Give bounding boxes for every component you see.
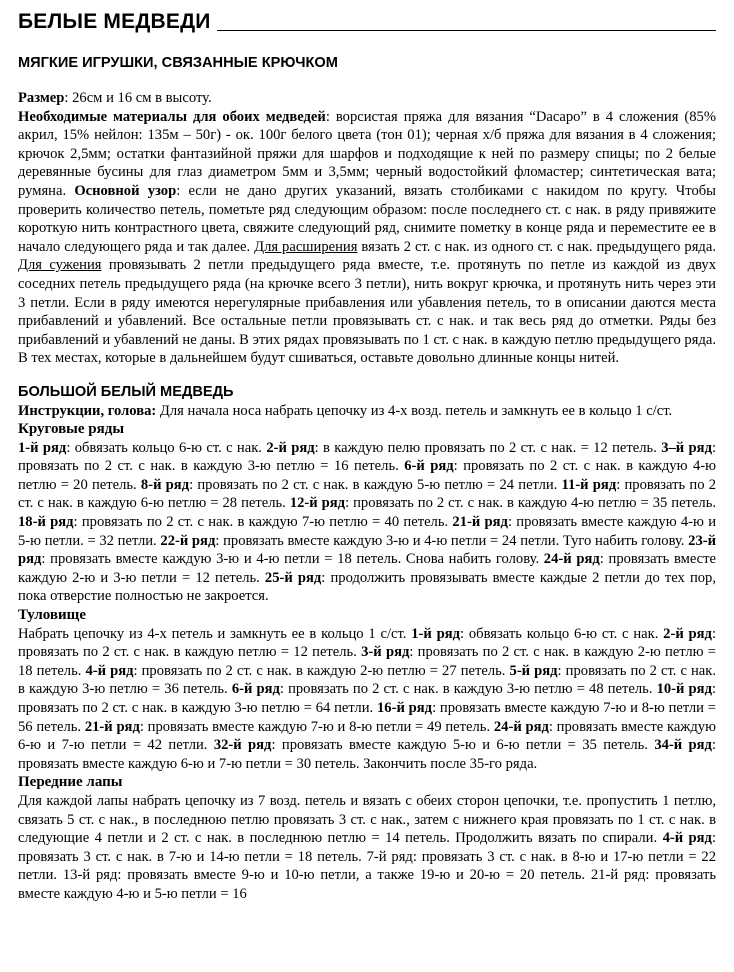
size-label: Размер	[18, 90, 65, 106]
body-intro: Набрать цепочку из 4-х петель и замкнуть ее в кольцо 1 с/ст.	[18, 625, 412, 642]
row-label: 6-й ряд	[231, 681, 280, 698]
instructions-label: Инструкции, голова:	[18, 402, 157, 419]
increase-text: вязать 2 ст. с нак. из одного ст. с нак. предыдущего ряда.	[357, 238, 716, 255]
row-label: 3-й ряд	[361, 644, 410, 661]
row-label: 18-й ряд	[18, 514, 74, 531]
row-text: : в каждую пелю провязать по 2 ст. с нак. = 12 петель.	[314, 439, 662, 456]
row-text: : провязать вместе каждую 4-ю и 5-ю петли. = 32 петли.	[18, 514, 717, 549]
row-label: 3–й ряд	[661, 439, 712, 456]
pattern-text: : если не дано других указаний, вязать столбиками с накидом по кругу. Чтобы проверить количество петель, пометьте ряд следующим образом: после последнего ст. с нак. в ряду привяжите короткую нить контрастного цвета, свяжите следующий ряд, снимите пометку в конце ряда и переместите ее в начало следующего ряда и так далее.	[18, 182, 716, 255]
row-label: 25-й ряд	[264, 569, 322, 586]
row-text: : провязать вместе каждую 3-ю и 4-ю петли = 24 петли. Туго набить голову.	[215, 532, 689, 549]
row-text: : провязать по 2 ст. с нак. в каждую 6-ю петлю = 28 петель.	[18, 476, 717, 512]
round-rows-heading: Круговые ряды	[18, 421, 125, 438]
title-rule	[217, 30, 716, 31]
row-label: 23-й ряд	[18, 532, 717, 568]
row-label: 8-й ряд	[140, 476, 190, 493]
row-label: 12-й ряд	[289, 495, 346, 512]
decrease-text: провязывать 2 петли предыдущего ряда вместе, т.е. протянуть по петле из каждой из двух соседних петель предыдущего ряда (на крючке всего 3 петли), нить вокруг крючка, и протянуть нить через эти 3 петли. Если в ряду имеются нерегулярные прибавления или убавления петель, то в описании даются места прибавлений и убавлений. Все остальные петли провязывать ст. с нак. и так весь ряд до отметки. Ряды без прибавлений и убавлений не даны. В этих рядах провязывать по 1 ст. с нак. в каждую петлю предыдущего ряда. В тех местах, которые в дальнейшем будут сшиваться, оставьте довольно длинные концы нитей.	[18, 257, 716, 367]
row-text: : обвязать кольцо 6-ю ст. с нак.	[66, 439, 267, 456]
row-label: 1-й ряд	[18, 439, 67, 456]
front-paws-text: Для каждой лапы набрать цепочку из 7 возд. петель и вязать с обеих сторон цепочки, т.е. пропустить 1 петлю, связать 5 ст. с нак., в последнюю петлю провязать 3 ст. с нак., затем с нижнего края провязать по 1 ст. с нак. в следующие 4 петли и 2 ст. с нак. в последнюю петлю = 14 петель. Продолжить вязать по спирали.	[18, 792, 716, 847]
page-title: БЕЛЫЕ МЕДВЕДИ	[18, 10, 211, 33]
row-text: : провязать вместе каждую 7-ю и 8-ю петли = 56 петель.	[18, 700, 717, 735]
row-text: : провязать по 2 ст. с нак. в каждую 2-ю петлю = 27 петель.	[133, 662, 510, 679]
row-text: : провязать вместе каждую 5-ю и 6-ю петли = 35 петель.	[271, 737, 655, 754]
front-paws-paragraph	[18, 792, 716, 904]
row-label: 21-й ряд	[84, 718, 140, 735]
row-text: : провязать по 2 ст. с нак. в каждую 4-ю петлю = 35 петель.	[345, 495, 716, 512]
row-label: 4-й ряд	[662, 830, 712, 847]
row-text: : провязать вместе каждую 7-ю и 8-ю петли = 49 петель.	[139, 718, 494, 735]
row-label: 24-й ряд	[543, 551, 600, 568]
row-text: : провязать 3 ст. с нак. в 7-ю и 14-ю петли = 18 петель. 7-й ряд: провязать 3 ст. с нак. в 8-ю и 17-ю петли = 22 петли. 13-й ряд: провязать вместе 9-ю и 10-ю петли, а также 19-ю и 20-ю = 20 петель. 21-й ряд: провязать вместе каждую 4-ю и 5-ю петли = 16	[18, 830, 717, 902]
row-label: 1-й ряд	[411, 625, 460, 642]
materials-label: Необходимые материалы для обоих медведей	[18, 108, 326, 125]
row-label: 21-й ряд	[452, 514, 508, 531]
row-label: 24-й ряд	[493, 718, 549, 735]
row-label: 16-й ряд	[376, 700, 433, 716]
body-heading: Туловище	[18, 607, 86, 624]
row-label: 10-й ряд	[656, 681, 712, 698]
row-text: : провязать по 2 ст. с нак. в каждую 7-ю петлю = 40 петель.	[73, 514, 453, 531]
materials-text: : ворсистая пряжа для вязания “Dacapo” в 4 сложения (85% акрил, 15% нейлон: 135м – 50г) - ок. 100г белого цвета (тон 01); черная х/б пряжа для вязания в 4 сложения; крючок 2,5мм; остатки фантазийной пряжи для шарфов и подходящие к ней по размеру спицы; по 2 белые деревянные бусины для глаз диаметром 5мм и 3,5мм; черный водостойкий фломастер; синтетическая вата; румяна.	[18, 108, 716, 199]
row-label: 22-й ряд	[160, 532, 216, 549]
title-row	[18, 10, 716, 34]
front-paws-heading: Передние лапы	[18, 774, 123, 791]
row-label: 2-й ряд	[663, 625, 712, 642]
row-label: 32-й ряд	[213, 737, 272, 754]
row-text: : провязать по 2 ст. с нак. в каждую 2-ю петлю = 18 петель.	[18, 644, 716, 679]
row-text: : продолжить провязывать вместе каждые 2 петли до тех пор, пока отверстие полностью не закроется.	[18, 569, 716, 605]
row-text: : провязать по 2 ст. с нак. в каждую 3-ю петлю = 48 петель.	[279, 681, 657, 698]
head-instructions	[18, 402, 716, 421]
increase-label: Для расширения	[254, 238, 358, 255]
subtitle: МЯГКИЕ ИГРУШКИ, СВЯЗАННЫЕ КРЮЧКОМ	[18, 55, 338, 71]
row-label: 34-й ряд	[654, 737, 712, 754]
row-text: : обвязать кольцо 6-ю ст. с нак.	[460, 625, 664, 642]
row-text: : провязать вместе каждую 3-ю и 4-ю петли = 18 петель. Снова набить голову.	[41, 551, 544, 568]
row-text: : провязать вместе каждую 2-ю и 3-ю петли = 12 петель.	[18, 551, 716, 586]
row-label: 2-й ряд	[266, 439, 315, 456]
pattern-label: Основной узор	[74, 182, 177, 199]
size-text: : 26см и 16 см в высоту.	[64, 90, 212, 106]
instructions-text: Для начала носа набрать цепочку из 4-х возд. петель и замкнуть ее в кольцо 1 с/ст.	[156, 402, 673, 419]
decrease-label: Для сужения	[18, 257, 102, 274]
row-text: : провязать по 2 ст. с нак. в каждую 5-ю петлю = 24 петли.	[189, 476, 562, 493]
row-label: 11-й ряд	[561, 476, 617, 493]
row-label: 5-й ряд	[509, 662, 558, 679]
row-text: : провязать вместе каждую 6-ю и 7-ю петли = 30 петель. Закончить после 35-го ряда.	[18, 737, 717, 772]
body-paragraph	[18, 625, 716, 774]
row-text: : провязать по 2 ст. с нак. в каждую 3-ю петлю = 36 петель.	[18, 662, 717, 698]
row-text: : провязать по 2 ст. с нак. в каждую петлю = 12 петель.	[18, 625, 716, 661]
row-label: 4-й ряд	[85, 662, 134, 679]
round-rows-paragraph	[18, 439, 716, 606]
row-text: : провязать по 2 ст. с нак. в каждую 3-ю петлю = 64 петли.	[18, 681, 717, 716]
size-paragraph	[18, 89, 716, 108]
materials-paragraph	[18, 108, 716, 368]
row-label: 6-й ряд	[404, 458, 454, 475]
row-text: : провязать вместе каждую 6-ю и 7-ю петли = 42 петли.	[18, 718, 716, 754]
big-bear-heading: БОЛЬШОЙ БЕЛЫЙ МЕДВЕДЬ	[18, 383, 234, 400]
row-text: : провязать по 2 ст. с нак. в каждую 3-ю петлю = 16 петель.	[18, 439, 717, 475]
row-text: : провязать по 2 ст. с нак. в каждую 4-ю петлю = 20 петель.	[18, 458, 717, 493]
